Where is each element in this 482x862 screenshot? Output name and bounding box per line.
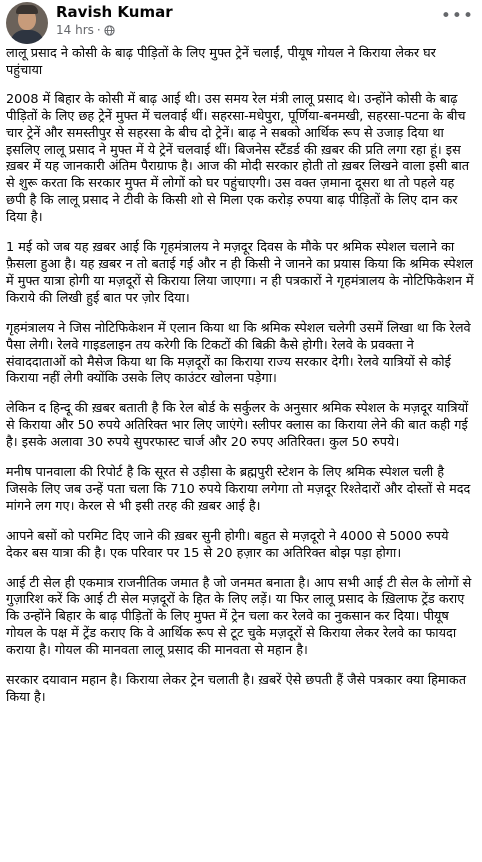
- avatar[interactable]: [6, 2, 48, 44]
- author-name[interactable]: Ravish Kumar: [56, 3, 173, 21]
- post-body: [0, 46, 482, 707]
- post-paragraph: सरकार दयावान महान है। किराया लेकर ट्रेन चलाती है। ख़बरें ऐसे छपती हैं जैसे पत्रकार क्या हिमाकत किया है।: [6, 673, 467, 705]
- post-header: [0, 0, 482, 46]
- more-horizontal-icon: •••: [440, 6, 474, 26]
- post-meta: [56, 23, 115, 37]
- avatar-hair: [16, 5, 38, 14]
- post-paragraph: 1 मई को जब यह ख़बर आई कि गृहमंत्रालय ने मज़दूर दिवस के मौके पर श्रमिक स्पेशल चलाने का फ़ैसला हुआ है। यह ख़बर न तो बताई गई और न ही किसी ने जानने का प्रयास किया कि श्रमिक स्पेशल में मुफ्त यात्रा होगी या मज़दूरों से किराया लिया जाएगा। न ही पत्रकारों ने गृहमंत्रालय के नोटिफिकेशन में किराये की लिखी हुई बात पर ज़ोर दिया।: [6, 240, 474, 306]
- post-paragraph: गृहमंत्रालय ने जिस नोटिफिकेशन में एलान किया था कि श्रमिक स्पेशल चलेगी उसमें लिखा था कि रेलवे पैसा लेगी। रेलवे गाइडलाइन तय करेगी कि टिकटों की बिक्री कैसे होगी। रेलवे के प्रवक्ता ने संवाददाताओं को मैसेज किया था कि मज़दूरों का किराया राज्य सरकार देगी। रेलवे यात्रियों से कोई किराया नहीं लेगी क्योंकि उसके लिए काउंटर खोलना पड़ेगा।: [6, 320, 471, 387]
- post-paragraph: 2008 में बिहार के कोसी में बाढ़ आई थी। उस समय रेल मंत्री लालू प्रसाद थे। उन्होंने कोसी के बाढ़ पीड़ितों के लिए छह ट्रेनें मुफ्त में चलवाई थीं। सहरसा-मधेपुरा, पूर्णिया-बनमखी, सहरसा-पटना के बीच चार ट्रेनें और समस्तीपुर से सहरसा के बीच दो ट्रेनें। बाढ़ ने सबको आर्थिक रूप से उजाड़ दिया था इसलिए लालू प्रसाद ने मुफ्त में ये ट्रेनें चलवाई थीं। बिजनेस स्टैंडर्ड की ख़बर की प्रति लगा रहा हूं। इस ख़बर में यह जानकारी अंतिम पैराग्राफ है। आज की मोदी सरकार होती तो ख़बर लिखने वाला इसी बात से शुरू करता कि सरकार मुफ्त में लोगों को घर पहुंचाएगी। उस वक्त ज़माना दूसरा था तो पहले यह छपी है कि लालू प्रसाद ने टीवी के किसी शो से मिला एक करोड़ रुपया बाढ़ पीड़ितों के लिए दान कर दिया है।: [6, 91, 470, 226]
- meta-separator: ·: [96, 23, 101, 37]
- post-paragraph: आई टी सेल ही एकमात्र राजनीतिक जमात है जो जनमत बनाता है। आप सभी आई टी सेल के लोगों से गुज़ारिश करें कि आई टी सेल मज़दूरों के हित के लिए लड़ें। या फिर लालू प्रसाद के ख़िलाफ ट्रेंड कराए कि उन्होंने बिहार के बाढ़ पीड़ितों के लिए मुफ्त में ट्रेन चला कर रेलवे का नुकसान कर दिया। पीयूष गोयल के पक्ष में ट्रेंड कराए कि वे आर्थिक रूप से टूट चुके मज़दूरों से किराया लेकर रेलवे का फायदा कराया है। गोयल की मानवता लालू प्रसाद की मानवता से महान है।: [6, 575, 472, 659]
- post-paragraph: लेकिन द हिन्दू की ख़बर बताती है कि रेल बोर्ड के सर्कुलर के अनुसार श्रमिक स्पेशल के मज़दूर यात्रियों से किराया और 50 रुपये अतिरिक्त भार लिए जाएंगे। स्लीपर क्लास का किराया लेने की बात कही गई है। इसके अलावा 30 रुपये सुपरफास्ट चार्ज और 20 रुपए अतिरिक्त। कुल 50 रुपये।: [6, 401, 469, 451]
- more-options-button[interactable]: [441, 6, 474, 26]
- post-time[interactable]: 14 hrs: [56, 23, 94, 37]
- post-paragraph: आपने बसों को परमिट दिए जाने की ख़बर सुनी होगी। बहुत से मज़दूरो ने 4000 से 5000 रुपये देकर बस यात्रा की है। एक परिवार पर 15 से 20 हज़ार का अतिरिक्त बोझ पड़ा होगा।: [6, 528, 449, 561]
- globe-icon: [104, 25, 115, 36]
- avatar-shirt: [10, 30, 44, 44]
- post-paragraph: मनीष पानवाला की रिपोर्ट है कि सूरत से उड़ीसा के ब्रह्मपुरी स्टेशन के लिए श्रमिक स्पेशल चली है जिसके लिए जब उन्हें पता चला कि 710 रुपये किराया लगेगा तो मज़दूर रिश्तेदारों और दोस्तों से मदद मांगने लग गए। केरल से भी इसी तरह की ख़बर आई है।: [6, 465, 471, 514]
- post-headline: लालू प्रसाद ने कोसी के बाढ़ पीड़ितों के लिए मुफ्त ट्रेनें चलाईं, पीयूष गोयल ने किराया लेकर घर पहुंचाया: [6, 46, 436, 78]
